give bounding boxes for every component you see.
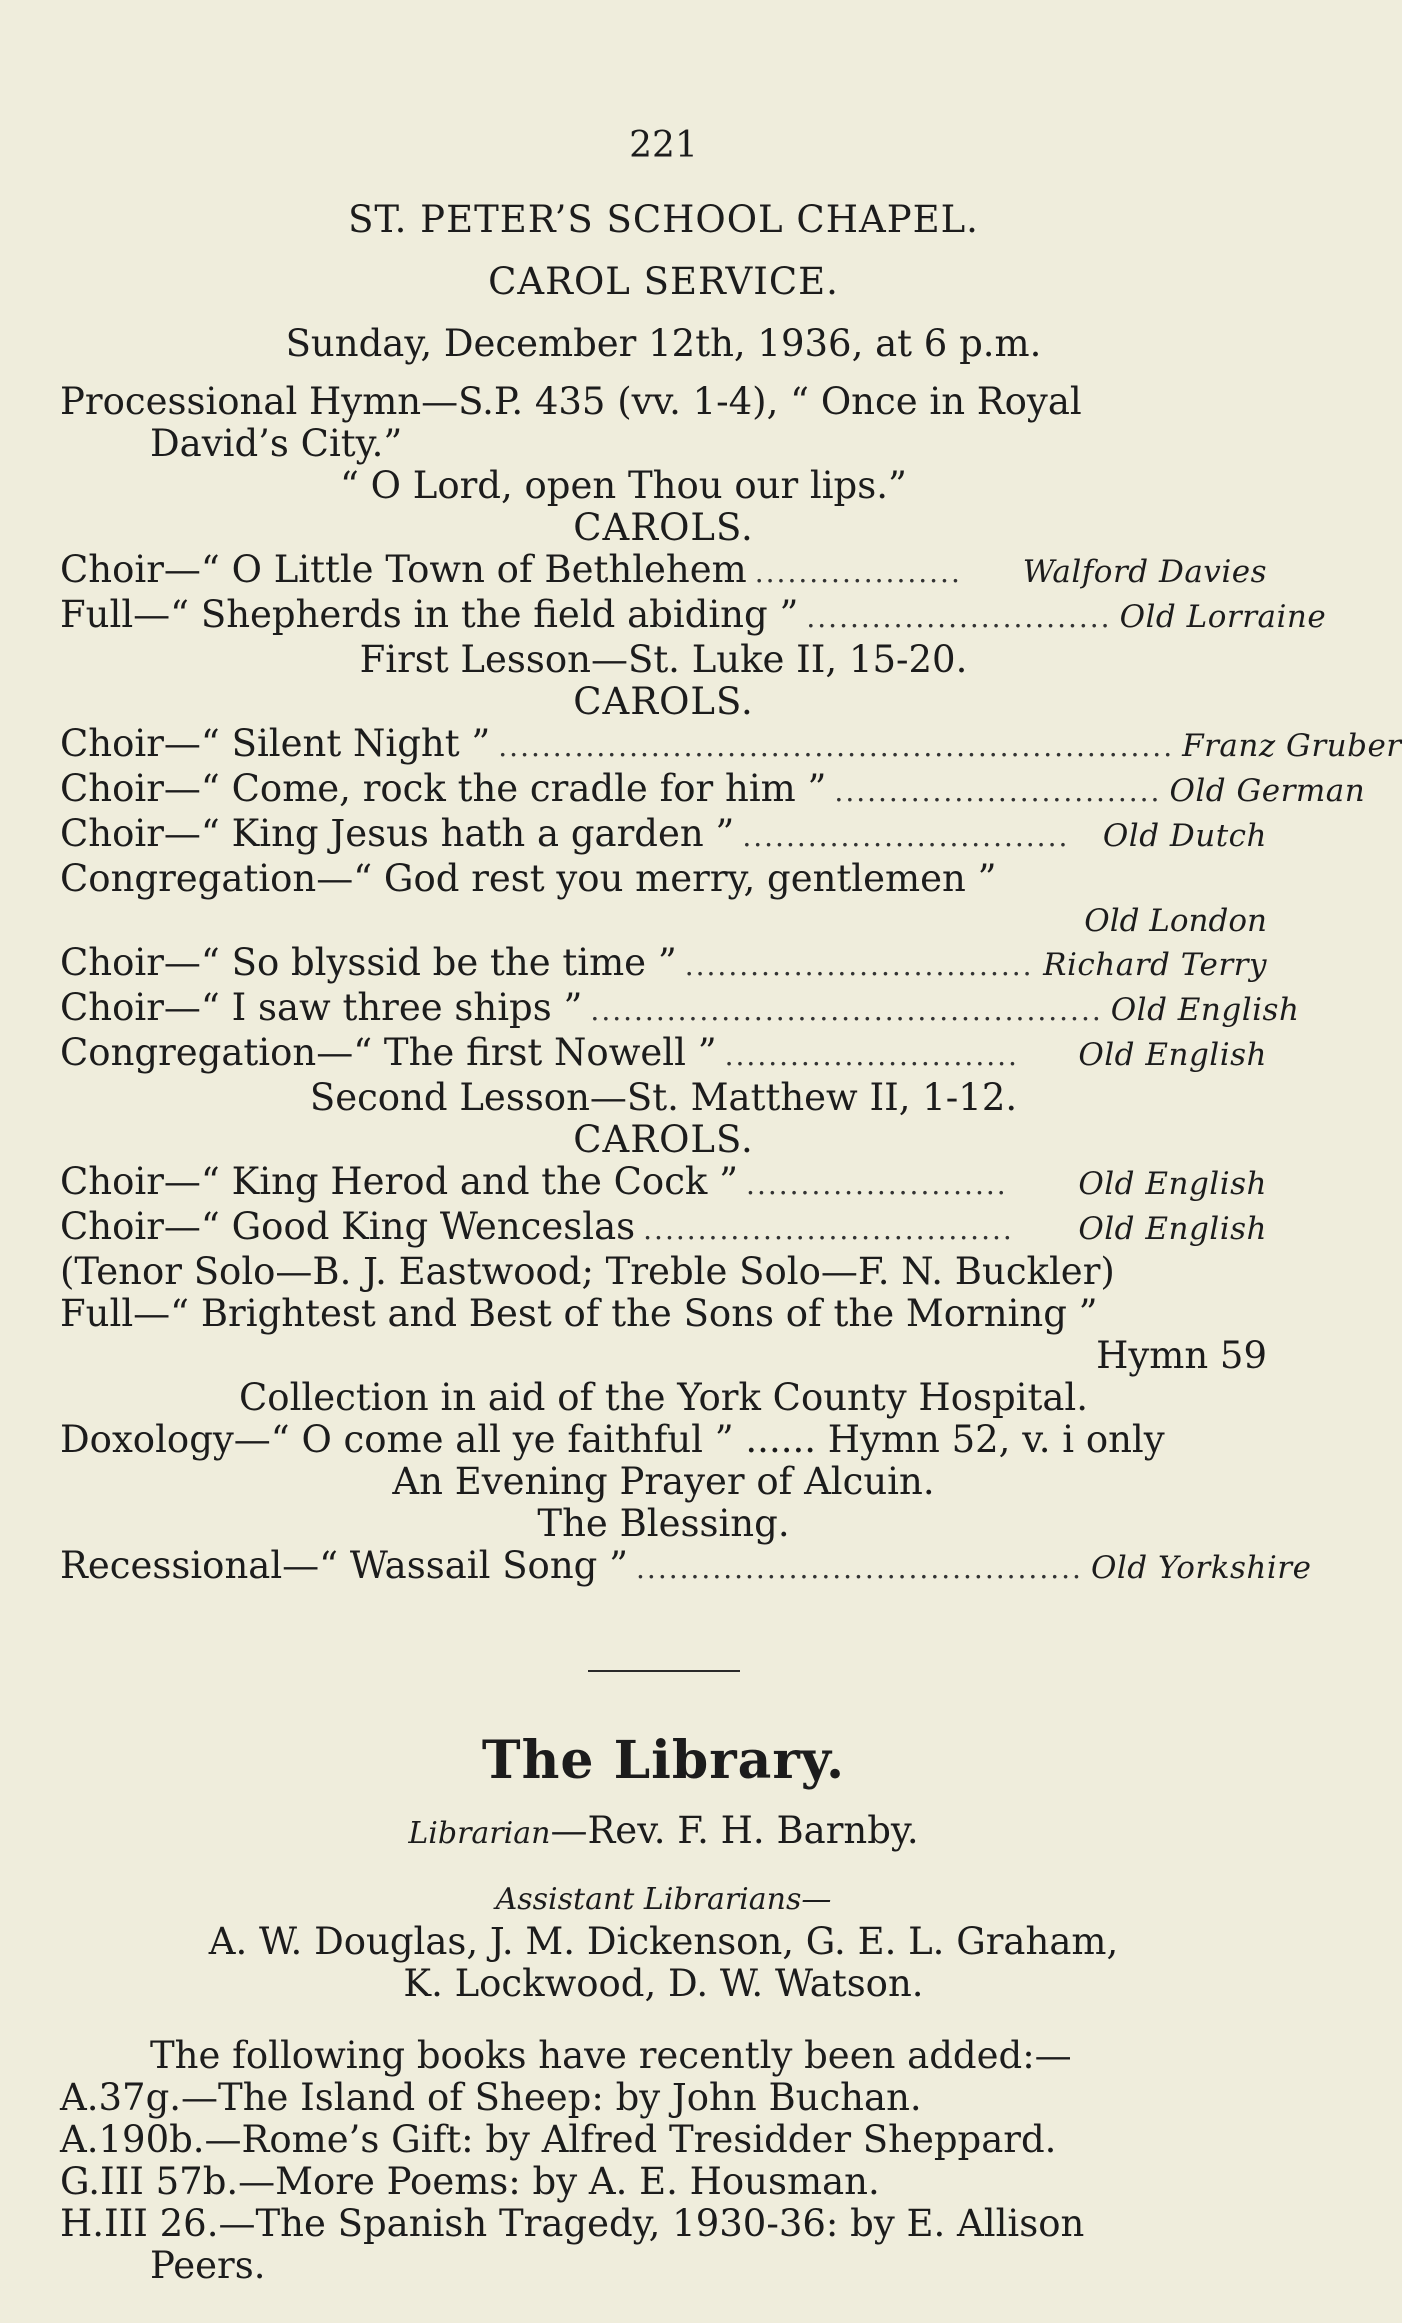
book-shelf-letter: A. xyxy=(60,2076,99,2119)
leader-dots: .............................. xyxy=(742,820,1070,853)
entry-composer: Old Dutch xyxy=(1102,818,1267,854)
leader-dots: ........................ xyxy=(746,1168,1008,1201)
carols-heading: CAROLS. xyxy=(573,680,754,723)
program-entry xyxy=(60,722,1402,768)
entry-title: Full—“ Shepherds in the field abiding ” xyxy=(60,593,799,636)
service-title: CAROL SERVICE. xyxy=(488,260,839,303)
entry-title: Choir—“ King Herod and the Cock ” xyxy=(60,1160,739,1203)
assistant-librarians-label: Assistant Librarians— xyxy=(495,1882,832,1917)
program-entry xyxy=(60,1206,1267,1251)
first-lesson: First Lesson—St. Luke II, 15-20. xyxy=(359,638,968,681)
program-entry xyxy=(60,767,1366,813)
leader-dots: .................................. xyxy=(643,1213,1014,1246)
blessing: The Blessing. xyxy=(537,1502,790,1545)
collection-note: Collection in aid of the York County Hospital. xyxy=(239,1376,1088,1419)
service-date: Sunday, December 12th, 1936, at 6 p.m. xyxy=(285,322,1042,365)
processional-line-1: Processional Hymn—S.P. 435 (vv. 1-4), “ Once in Royal xyxy=(60,380,1082,423)
leader-dots: ............................ xyxy=(806,601,1112,634)
entry-composer: Franz Gruber xyxy=(1182,728,1402,764)
book-entry xyxy=(60,2077,1267,2119)
leader-dots: .............................................................. xyxy=(498,730,1175,763)
program-entry xyxy=(60,942,1267,987)
book-text: 37g.—The Island of Sheep: by John Buchan. xyxy=(98,2076,922,2119)
librarian-name: —Rev. F. H. Barnby. xyxy=(550,1809,919,1852)
book-text: 190b.—Rome’s Gift: by Alfred Tresidder Sheppard. xyxy=(98,2118,1057,2161)
book-text-continuation: Peers. xyxy=(150,2244,266,2287)
book-shelf-letter: H. xyxy=(60,2202,105,2245)
leader-dots: ............................................... xyxy=(590,994,1103,1027)
program-entry xyxy=(60,1032,1267,1077)
carols-heading: CAROLS. xyxy=(573,506,754,549)
entry-title: Congregation—“ The first Nowell ” xyxy=(60,1031,717,1074)
leader-dots: ................... xyxy=(754,556,962,589)
program-entry xyxy=(60,1544,1312,1590)
entry-title: Choir—“ Silent Night ” xyxy=(60,722,491,765)
entry-composer: Old English xyxy=(1078,1037,1267,1073)
book-text: III 57b.—More Poems: by A. E. Housman. xyxy=(100,2160,880,2203)
entry-composer: Old English xyxy=(1078,1211,1267,1247)
congregation-entry: Congregation—“ God rest you merry, gentlemen ” xyxy=(60,857,997,900)
chapel-title: ST. PETER’S SCHOOL CHAPEL. xyxy=(348,198,979,241)
carols-heading: CAROLS. xyxy=(573,1118,754,1161)
entry-title: Choir—“ Come, rock the cradle for him ” xyxy=(60,767,827,810)
entry-composer: Richard Terry xyxy=(1043,947,1267,983)
opening-sentence: “ O Lord, open Thou our lips.” xyxy=(340,464,907,507)
second-lesson: Second Lesson—St. Matthew II, 1-12. xyxy=(309,1076,1018,1119)
entry-composer: Old London xyxy=(1084,903,1267,939)
book-shelf-letter: G. xyxy=(60,2160,100,2203)
leader-dots: .............................. xyxy=(834,775,1162,808)
leader-dots: ......................................... xyxy=(636,1552,1083,1585)
section-divider xyxy=(588,1670,740,1672)
book-entry xyxy=(60,2203,1267,2245)
book-entry xyxy=(60,2119,1267,2161)
entry-composer: Walford Davies xyxy=(1022,554,1267,590)
hymn-number: Hymn 59 xyxy=(1096,1334,1267,1377)
page-number: 221 xyxy=(629,125,698,166)
entry-composer: Old English xyxy=(1078,1166,1267,1202)
entry-composer: Old Yorkshire xyxy=(1090,1550,1312,1586)
entry-title: Choir—“ O Little Town of Bethlehem xyxy=(60,548,747,591)
entry-composer: Old German xyxy=(1169,773,1366,809)
book-text: III 26.—The Spanish Tragedy, 1930-36: by E. Allison xyxy=(104,2202,1085,2245)
book-entry xyxy=(60,2161,1267,2203)
entry-title: Choir—“ King Jesus hath a garden ” xyxy=(60,812,735,855)
entry-title: Recessional—“ Wassail Song ” xyxy=(60,1544,629,1587)
entry-title: Choir—“ So blyssid be the time ” xyxy=(60,941,677,984)
processional-line-2: David’s City.” xyxy=(150,422,403,465)
entry-title: Choir—“ I saw three ships ” xyxy=(60,986,583,1029)
librarian-label: Librarian xyxy=(408,1816,551,1851)
program-entry xyxy=(60,549,1267,594)
solo-credits: (Tenor Solo—B. J. Eastwood; Treble Solo—F. N. Buckler) xyxy=(60,1250,1115,1293)
program-entry xyxy=(60,1161,1267,1206)
entry-title: Choir—“ Good King Wenceslas xyxy=(60,1205,636,1248)
books-intro: The following books have recently been added:— xyxy=(150,2034,1072,2077)
leader-dots: ........................... xyxy=(724,1039,1019,1072)
book-shelf-letter: A. xyxy=(60,2118,99,2161)
leader-dots: ................................ xyxy=(684,949,1034,982)
entry-composer: Old English xyxy=(1110,992,1300,1028)
program-entry xyxy=(60,593,1327,639)
librarian-line xyxy=(60,1810,1267,1855)
program-entry xyxy=(60,986,1300,1032)
library-title: The Library. xyxy=(481,1730,846,1791)
doxology-entry: Doxology—“ O come all ye faithful ” ...... Hymn 52, v. i only xyxy=(60,1418,1165,1461)
full-brightest-entry: Full—“ Brightest and Best of the Sons of the Morning ” xyxy=(60,1292,1098,1335)
assistant-names-line-2: K. Lockwood, D. W. Watson. xyxy=(403,1962,924,2005)
assistant-names-line-1: A. W. Douglas, J. M. Dickenson, G. E. L. Graham, xyxy=(208,1920,1119,1963)
evening-prayer: An Evening Prayer of Alcuin. xyxy=(392,1460,935,1503)
program-entry xyxy=(60,813,1267,858)
entry-composer: Old Lorraine xyxy=(1119,599,1327,635)
